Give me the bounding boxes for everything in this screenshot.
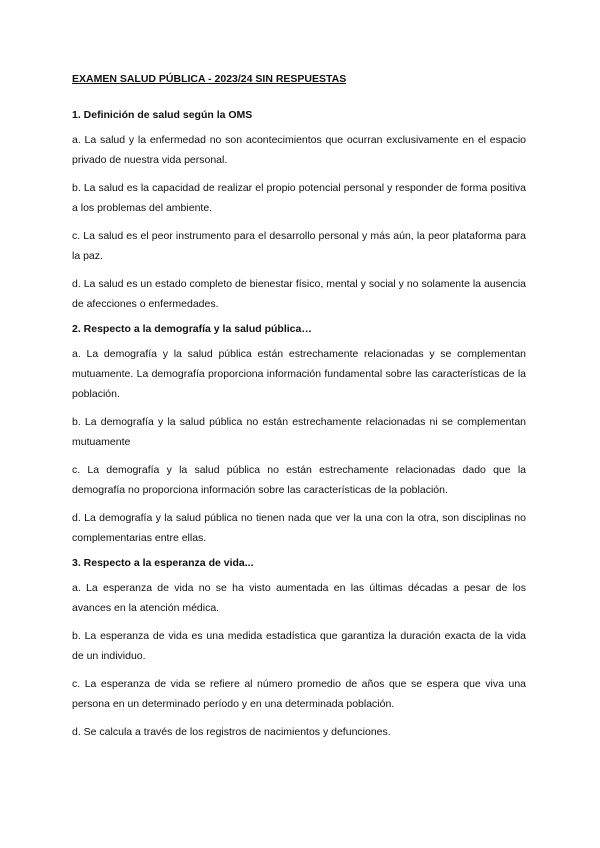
option-d: d. La demografía y la salud pública no tienen nada que ver la una con la otra, son disciplinas no complementarias entre ellas. [72, 512, 526, 544]
option-b: b. La demografía y la salud pública no están estrechamente relacionadas ni se complementan mutuamente [72, 416, 526, 448]
option-a: a. La salud y la enfermedad no son acontecimientos que ocurran exclusivamente en el espacio privado de nuestra vida personal. [72, 134, 526, 166]
question-3 [72, 556, 526, 742]
question-title: 3. Respecto a la esperanza de vida... [72, 557, 254, 569]
option-a: a. La esperanza de vida no se ha visto aumentada en las últimas décadas a pesar de los avances en la atención médica. [72, 582, 526, 614]
option-c: c. La demografía y la salud pública no están estrechamente relacionadas dado que la demografía no proporciona información sobre las características de la población. [72, 464, 526, 496]
option-c: c. La esperanza de vida se refiere al número promedio de años que se espera que viva una persona en un determinado período y en una determinada población. [72, 678, 526, 710]
document-title: EXAMEN SALUD PÚBLICA - 2023/24 SIN RESPUESTAS [72, 73, 347, 85]
question-1 [72, 108, 526, 314]
question-title: 1. Definición de salud según la OMS [72, 109, 253, 121]
option-d: d. Se calcula a través de los registros de nacimientos y defunciones. [72, 726, 391, 738]
option-c: c. La salud es el peor instrumento para el desarrollo personal y más aún, la peor plataforma para la paz. [72, 230, 526, 262]
exam-page [72, 72, 526, 742]
option-b: b. La salud es la capacidad de realizar el propio potencial personal y responder de forma positiva a los problemas del ambiente. [72, 182, 526, 214]
question-title: 2. Respecto a la demografía y la salud pública… [72, 323, 312, 335]
question-2 [72, 322, 526, 548]
option-b: b. La esperanza de vida es una medida estadística que garantiza la duración exacta de la vida de un individuo. [72, 630, 526, 662]
option-d: d. La salud es un estado completo de bienestar físico, mental y social y no solamente la ausencia de afecciones o enfermedades. [72, 278, 526, 310]
option-a: a. La demografía y la salud pública están estrechamente relacionadas y se complementan mutuamente. La demografía proporciona información fundamental sobre las características de la población. [72, 348, 526, 400]
